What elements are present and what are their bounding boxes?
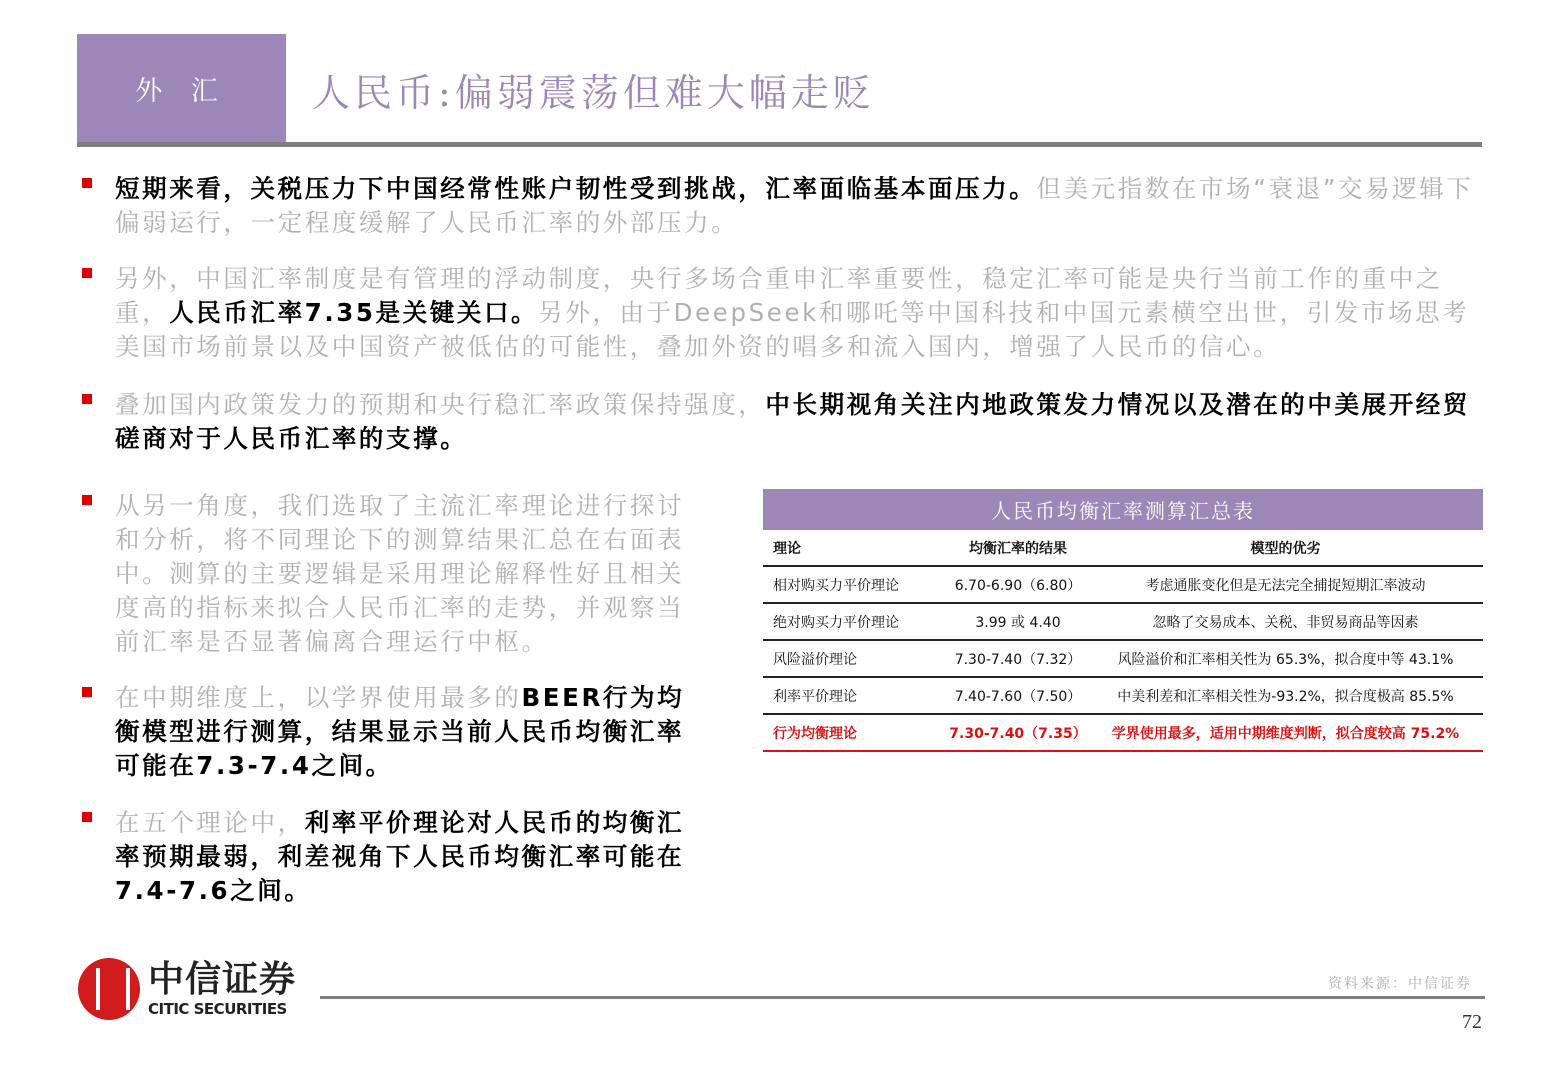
source-note: 资料来源：中信证券 bbox=[1328, 976, 1472, 992]
text: 另外，中国汇率制度是有管理的浮动制度，央行多场合重申汇率重要性，稳定汇率可能是央行当前工作的重中之重， bbox=[115, 264, 1443, 327]
section-tag: 外 汇 bbox=[77, 34, 286, 142]
text-emphasis: 短期来看，关税压力下中国经常性账户韧性受到挑战，汇率面临基本面压力。 bbox=[115, 174, 1037, 203]
table-row bbox=[763, 567, 1483, 604]
column-header: 模型的优劣 bbox=[1250, 540, 1321, 557]
footer-divider bbox=[320, 996, 1485, 999]
logo-text-en: CITIC SECURITIES bbox=[148, 1000, 287, 1018]
cell: 风险溢价理论 bbox=[773, 651, 857, 668]
cell: 学界使用最多，适用中期维度判断，拟合度较高 75.2% bbox=[1111, 725, 1460, 742]
cell: 6.70-6.90（6.80） bbox=[954, 577, 1082, 594]
table-row bbox=[763, 641, 1483, 678]
text: 另外，由于DeepSeek和哪吒等中国科技和中国元素横空出世，引发市场思考美国市场前景以及中国资产被低估的可能性，叠加外资的唱多和流入国内，增强了人民币的信心。 bbox=[115, 298, 1470, 361]
paragraph-4 bbox=[115, 489, 710, 659]
column-header: 均衡汇率的结果 bbox=[969, 540, 1067, 557]
table-row bbox=[763, 678, 1483, 715]
logo-text-cn: 中信证券 bbox=[148, 959, 297, 1000]
cell: 忽略了交易成本、关税、非贸易商品等因素 bbox=[1152, 614, 1419, 631]
table-header-row bbox=[763, 530, 1483, 567]
citic-logo bbox=[78, 958, 296, 1020]
header-divider bbox=[77, 142, 1482, 147]
cell: 利率平价理论 bbox=[773, 688, 857, 705]
text: 但美元指数在市场“衰退”交易逻辑下偏弱运行，一定程度缓解了人民币汇率的外部压力。 bbox=[115, 174, 1474, 237]
cell: 行为均衡理论 bbox=[773, 725, 857, 742]
text: 在五个理论中， bbox=[115, 808, 305, 837]
bullet-icon bbox=[82, 178, 92, 188]
cell: 风险溢价和汇率相关性为 65.3%，拟合度中等 43.1% bbox=[1117, 651, 1454, 668]
cell: 中美利差和汇率相关性为-93.2%，拟合度极高 85.5% bbox=[1117, 688, 1454, 705]
bullet-icon bbox=[82, 495, 92, 505]
table-row bbox=[763, 604, 1483, 641]
text: 从另一角度，我们选取了主流汇率理论进行探讨和分析，将不同理论下的测算结果汇总在右面表中。测算的主要逻辑是采用理论解释性好且相关度高的指标来拟合人民币汇率的走势，并观察当前汇率是否显著偏离合理运行中枢。 bbox=[115, 491, 685, 656]
cell: 7.30-7.40（7.35） bbox=[949, 725, 1087, 742]
text-emphasis: 中长期视角关注内地政策发力情况以及潜在的中美展开经贸磋商对于人民币汇率的支撑。 bbox=[115, 390, 1471, 453]
citic-emblem-icon bbox=[78, 958, 140, 1020]
cell: 相对购买力平价理论 bbox=[773, 577, 899, 594]
text: 在中期维度上，以学界使用最多的 bbox=[115, 683, 522, 712]
cell: 7.40-7.60（7.50） bbox=[954, 688, 1082, 705]
table-title: 人民币均衡汇率测算汇总表 bbox=[763, 489, 1483, 530]
table-row-highlighted bbox=[763, 715, 1483, 752]
text-emphasis: BEER行为均衡模型进行测算，结果显示当前人民币均衡汇率可能在7.3-7.4之间。 bbox=[115, 683, 685, 780]
paragraph-2 bbox=[115, 262, 1480, 364]
text: 叠加国内政策发力的预期和央行稳汇率政策保持强度， bbox=[115, 390, 766, 419]
paragraph-3 bbox=[115, 388, 1475, 456]
cell: 考虑通胀变化但是无法完全捕捉短期汇率波动 bbox=[1145, 577, 1426, 594]
bullet-icon bbox=[82, 687, 92, 697]
equilibrium-rate-table bbox=[763, 489, 1483, 752]
slide-title: 人民币:偏弱震荡但难大幅走贬 bbox=[312, 71, 875, 115]
bullet-icon bbox=[82, 394, 92, 404]
paragraph-6 bbox=[115, 806, 710, 908]
paragraph-5 bbox=[115, 681, 710, 783]
cell: 3.99 或 4.40 bbox=[975, 614, 1061, 631]
bullet-icon bbox=[82, 812, 92, 822]
page-number: 72 bbox=[1462, 1011, 1482, 1033]
paragraph-1 bbox=[115, 172, 1475, 240]
cell: 绝对购买力平价理论 bbox=[773, 614, 899, 631]
text-emphasis: 利率平价理论对人民币的均衡汇率预期最弱，利差视角下人民币均衡汇率可能在7.4-7.6之间。 bbox=[115, 808, 685, 905]
column-header: 理论 bbox=[773, 540, 801, 557]
bullet-icon bbox=[82, 268, 92, 278]
text-emphasis: 人民币汇率7.35是关键关口。 bbox=[169, 298, 539, 327]
cell: 7.30-7.40（7.32） bbox=[954, 651, 1082, 668]
